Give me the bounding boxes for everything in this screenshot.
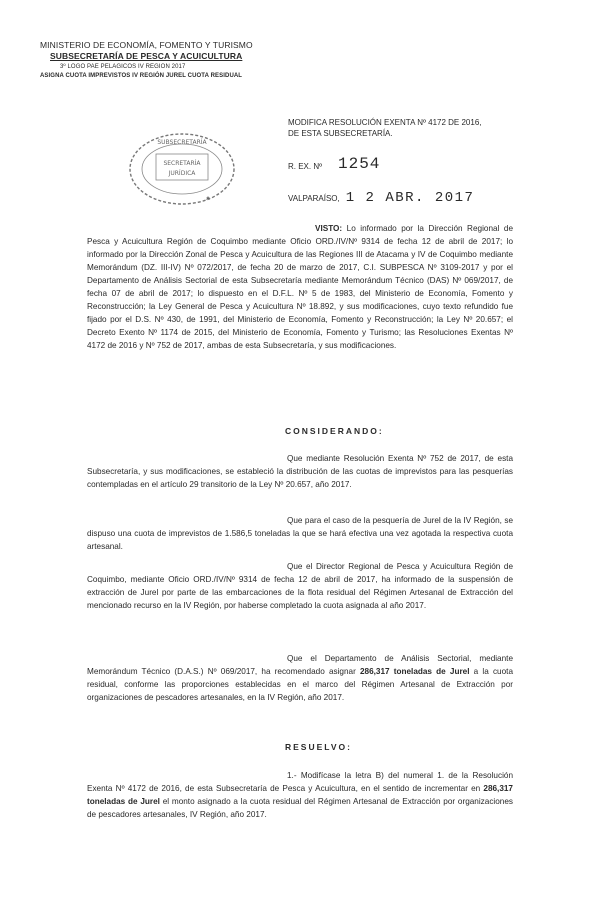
visto-label: VISTO: [315,224,343,233]
resuelvo-p1-text-a: 1.- Modifícase la letra B) del numeral 1. de la Resolución Exenta Nº 4172 de 2016, de esta Subsecretaría de Pesca y Acuicultura, en el sentido de incrementar en [87,771,513,793]
letterhead [40,40,253,81]
document-subject: ASIGNA CUOTA IMPREVISTOS IV REGIÓN JUREL CUOTA RESIDUAL [40,73,243,79]
visto-text: Lo informado por la Dirección Regional de Pesca y Acuicultura Región de Coquimbo mediante Oficio ORD./IV/Nº 9314 de fecha 12 de abril de 2017; lo informado por la Dirección Zonal de Pesca y Acuicultura de las Regiones III de Atacama y IV de Coquimbo mediante Memorándum (DZ. III-IV) Nº 072/2017, de fecha 20 de marzo de 2017, C.I. SUBPESCA Nº 3109-2017 y por el Departamento de Análisis Sectorial de esta Subsecretaría mediante Memorándum Técnico (DAS) Nº 069/2017, de fecha 07 de abril de 2017; lo dispuesto en el D.F.L. Nº 5 de 1983, del Ministerio de Economía, Fomento y Reconstrucción; la Ley General de Pesca y Acuicultura Nº 18.892, y sus modificaciones, cuyo texto refundido fue fijado por el D.S. Nº 430, de 1991, del Ministerio de Economía, Fomento y Reconstrucción; la Ley Nº 20.657; el Decreto Exento Nº 1174 de 2015, del Ministerio de Economía, Fomento y Turismo; las Resoluciones Exentas Nº 4172 de 2016 y Nº 752 de 2017, ambas de esta Subsecretaría, y sus modificaciones. [87,224,513,350]
resolution-number-label: R. EX. Nº [288,162,323,171]
considerando-paragraph-1: Que mediante Resolución Exenta Nº 752 de 2017, de esta Subsecretaría, y sus modificaciones, se estableció la distribución de las cuotas de imprevistos para las pesquerías contempladas en el artículo 29 transitorio de la Ley Nº 20.657, año 2017. [87,454,513,489]
considerando-p4-text-c: a la cuota residual, conforme las proporciones establecidas en el marco del Régimen Artesanal de Extracción por organizaciones de pescadores artesanales, en la IV Región, año 2017. [87,667,513,702]
jurel-tonnage-emphasis: 286,317 toneladas de Jurel [359,667,470,676]
considerando-paragraph-4 [87,652,513,704]
subsecretariat-name: SUBSECRETARÍA DE PESCA Y ACUICULTURA [50,51,243,61]
place-date-row [288,190,474,206]
seal-mid-text-2: JURÍDICA [168,170,196,177]
seal-top-text: SUBSECRETARÍA [157,139,207,146]
resolution-number: 1254 [338,155,381,173]
resolution-title-line-2: DE ESTA SUBSECRETARÍA. [288,129,393,138]
ministry-name: MINISTERIO DE ECONOMÍA, FOMENTO Y TURISMO [40,40,253,50]
official-seal-icon [126,130,238,208]
resuelvo-heading: RESUELVO: [285,742,352,752]
visto-paragraph [87,222,513,352]
resuelvo-p1-text-c: el monto asignado a la cuota residual del Régimen Artesanal de Extracción por organizaciones de pescadores artesanales, IV Región, año 2017. [87,797,513,819]
city-label: VALPARAÍSO, [288,194,340,203]
considerando-paragraph-2: Que para el caso de la pesquería de Jurel de la IV Región, se dispuso una cuota de imprevistos de 1.586,5 toneladas la que se hará efectiva una vez agotada la respectiva cuota artesanal. [87,516,513,551]
stamped-date: 1 2 ABR. 2017 [345,190,475,206]
resolution-number-row [288,155,381,173]
resuelvo-paragraph-1 [87,769,513,821]
considerando-heading: CONSIDERANDO: [285,426,384,436]
considerando-paragraph-3: Que el Director Regional de Pesca y Acuicultura Región de Coquimbo, mediante Oficio ORD./IV/Nº 9314 de fecha 12 de abril de 2017, ha informado de la suspensión de extracción de Jurel por parte de las embarcaciones de la flota residual del Régimen Artesanal de Extracción del mencionado recurso en la IV Región, por haberse completado la cuota asignada al año 2017. [87,562,513,610]
resolution-title [288,117,482,139]
resuelvo-tonnage-emphasis: 286,317 toneladas de Jurel [87,784,513,806]
seal-mid-text-1: SECRETARÍA [163,160,201,167]
resolution-title-line-1: MODIFICA RESOLUCIÓN EXENTA Nº 4172 DE 2016, [288,118,482,127]
file-reference: 3º LOGO PAE PELAGICOS IV REGION 2017 [60,64,186,70]
considerando-p4-text-a: Que el Departamento de Análisis Sectorial, mediante Memorándum Técnico (D.A.S.) Nº 069/2017, ha recomendado asignar [87,654,513,676]
